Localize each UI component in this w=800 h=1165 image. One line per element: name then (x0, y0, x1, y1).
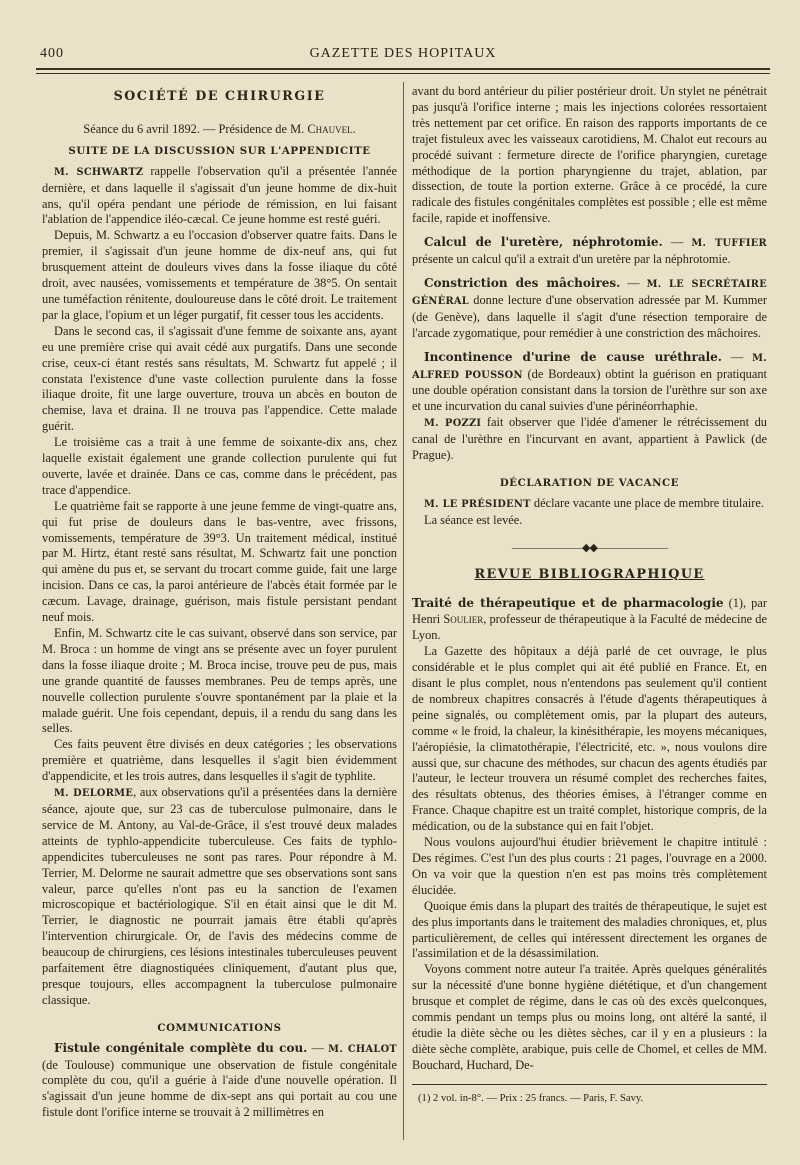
paragraph: Quoique émis dans la plupart des traités de thérapeutique, le sujet est des plus importants dans le traitement des maladies chroniques, et, plus particulièrement, de celles qui intéressent directement les organes de l'assimilation et de la désassimilation. (412, 898, 767, 961)
subtitle-vacance: DÉCLARATION DE VACANCE (499, 476, 680, 489)
speaker-name: M. LE SECRÉTAIRE GÉNÉRAL (412, 278, 767, 307)
speaker-name: M. POZZI (424, 418, 482, 430)
communication-title: Incontinence d'urine de cause uréthrale. (424, 349, 722, 364)
paragraph: Ces faits peuvent être divisés en deux catégories ; les observations première et quatrième, dans lesquelles il s'agit bien évidemment d'appendicite, et les trois autres, dans lesquelles il s'agit de typhlite. (42, 737, 397, 784)
column-divider (403, 82, 404, 1140)
seance-text: Séance du 6 avril 1892. — Présidence de M. (83, 121, 308, 136)
paragraph (42, 164, 397, 229)
book-title: Traité de thérapeutique et de pharmacologie (412, 596, 724, 611)
paragraph-text: présente un calcul qu'il a extrait d'un uretère par la néphrotomie. (412, 252, 731, 267)
header-rule-thin (36, 73, 770, 74)
dash: — (722, 349, 753, 364)
revue-title: REVUE BIBLIOGRAPHIQUE (474, 566, 705, 582)
paragraph: Le quatrième fait se rapporte à une jeune femme de vingt-quatre ans, qui fut prise de douleurs dans le bas-ventre, avec frissons, vomissements, température de 39°3. Un traitement médical, institué par M. Hirtz, étant resté sans résultat, M. Schwartz fait une ponction qui amène du pus et, se servant du trocart comme guide, fait une large incision. Dans ce cas, la paroi antérieure de l'abcès était formée par le cæcum. Lavage, drainage, guérison, mais fistule persistant pendant neuf mois. (42, 498, 397, 625)
subtitle-discussion: SUITE DE LA DISCUSSION SUR L'APPENDICITE (68, 144, 371, 157)
left-column (42, 84, 397, 1121)
header-rule-thick (36, 68, 770, 70)
paragraph: Depuis, M. Schwartz a eu l'occasion d'observer quatre faits. Dans le premier, il s'agissait d'un jeune homme de dix-neuf ans, qui fut brusquement atteint de douleurs vives dans la fosse iliaque du côté droit, avec nausées, vomissements et température de 38°5. On sentait une tuméfaction rénitente, douloureuse dans le côté droit. Le traitement par la glace, l'opium et un léger purgatif, fit cesser tous les accidents. (42, 228, 397, 322)
society-title: SOCIÉTÉ DE CHIRURGIE (113, 88, 326, 103)
dash: — (307, 1040, 329, 1055)
paragraph (412, 235, 767, 268)
dash: — (662, 235, 692, 250)
section-ornament: ———————◆◆——————— (512, 541, 667, 554)
president-name: Chauvel (307, 121, 353, 136)
paragraph-text: (de Bordeaux) obtint la guérison en pratiquant une double opération consistant dans la torsion de l'urèthre sur son axe et une incurvation du canal suivies d'une périnéorrhaphie. (412, 366, 767, 414)
seance-line (42, 122, 397, 138)
subtitle-communications: COMMUNICATIONS (157, 1021, 282, 1034)
paragraph: Nous voulons aujourd'hui étudier brièvement le chapitre intitulé : Des régimes. C'est l'un des plus courts : 21 pages, l'ouvrage en a 2000. On va voir que la question n'en est pas moins très complètement élucidée. (412, 835, 767, 897)
communication-title: Calcul de l'uretère, néphrotomie. (424, 235, 663, 250)
page-header (36, 44, 770, 64)
page-number: 400 (40, 46, 64, 61)
seance-end: . (352, 121, 356, 136)
paragraph-text: donne lecture d'une observation adressée par M. Kummer (de Genève), dans laquelle il s'agit d'une résection temporaire de l'arcade zygomatique, pour remédier à une constriction des mâchoires. (412, 292, 767, 340)
paragraph (412, 415, 767, 464)
communication-title: Constriction des mâchoires. (424, 275, 621, 290)
speaker-name: M. SCHWARTZ (54, 166, 144, 178)
running-title: GAZETTE DES HOPITAUX (309, 46, 497, 61)
paragraph: Le troisième cas a trait à une femme de soixante-dix ans, chez laquelle existait également une grande collection purulente qui fut ouverte, lavée et drainée. Dans ce cas, comme dans le précédent, pas trace d'appendice. (42, 435, 397, 497)
footnote-rule (412, 1084, 767, 1085)
author-name: Soulier (443, 612, 484, 627)
communication-title: Fistule congénitale complète du cou. (54, 1040, 308, 1055)
paragraph-text: , professeur de thérapeutique à la Faculté de médecine de Lyon. (412, 612, 767, 643)
paragraph-text: déclare vacante une place de membre titulaire. (530, 495, 765, 510)
paragraph-text: fait observer que l'idée d'amener le rétrécissement du canal de l'urèthre en l'incurvant en avant, appartient à Pawlick (de Prague). (412, 415, 767, 463)
paragraph: Dans le second cas, il s'agissait d'une femme de soixante ans, ayant eu une première crise qui avait cédé aux purgatifs. Dans une seconde crise, ceux-ci étant restés sans résultats, M. Schwartz fut appelé ; il constata l'existence d'une vaste collection purulente dans la fosse iliaque droite, fit une large ouverture, trouva un abcès en bouton de chemise, lava et draina. Il ne trouva pas l'appendice. Cette malade guérit. (42, 323, 397, 434)
paragraph-text: (1), par Henri (412, 596, 767, 627)
paragraph: La Gazette des hôpitaux a déjà parlé de cet ouvrage, le plus considérable et le plus complet qui ait été publié en France. Et, en disant le plus complet, nous n'entendons pas seulement qu'il contient de nombreux chapitres consacrés à l'étude d'agents thérapeutiques à peine signalés, ou complètement omis, par la plupart des auteurs, comme « le froid, la chaleur, la kinésithérapie, les moyens mécaniques, l'aéropiésie, la climatothérapie, l'électricité, etc. », nous voulons dire aussi que, sur chacune des méthodes, sur chacun des agents étudiés par l'auteur, le lecteur trouvera un résumé complet des recherches faites, des résultats obtenus, des théories émises, à l'étranger comme en France. Chaque chapitre est un traité complet, historique compris, de la médication, ou de la substance qui en fait l'objet. (412, 644, 767, 834)
paragraph: Enfin, M. Schwartz cite le cas suivant, observé dans son service, par M. Broca : un homme de vingt ans se présente avec un foyer purulent dans la fosse iliaque droite ; M. Broca incise, trouve peu de pus, mais une grande quantité de fausses membranes. Peu de temps après, une nouvelle collection purulente s'ouvre spontanément par la plaie et la malade guérit. Une fois cependant, depuis, il a rendu du sang dans les selles. (42, 626, 397, 736)
paragraph (42, 785, 397, 1009)
paragraph: Voyons comment notre auteur l'a traitée. Après quelques généralités sur la nécessité d'une bonne hygiène diététique, et d'un changement brusque et complet de régime, dans le cas où des excès quelconques, commis pendant un temps plus ou moins long, ont altéré la santé, il étudie la diète sèche ou les diètes sèches, car il y en a plusieurs : la diète sèche complète, arabique, puis celle de Chomel, et celles de MM. Bouchard, Huchard, De- (412, 962, 767, 1072)
paragraph (412, 276, 767, 342)
paragraph: avant du bord antérieur du pilier postérieur droit. Un stylet ne pénétrait pas jusqu'à l'orifice interne ; mais les injections colorées ressortaient très nettement par cet orifice. En raison des rapports importants de ce trajet fistuleux avec les vaisseaux carotidiens, M. Chalot eut recours au procédé suivant : fermeture directe de l'orifice pharyngien, curetage méthodique de la portion pharyngienne du trajet, ablation, par dissection, de toute la portion externe. Grâce à ce procédé, la cure radicale des fistules congénitales complètes est possible ; elle est même facile, rapide et inoffensive. (412, 84, 767, 226)
paragraph (412, 496, 767, 513)
speaker-name: M. CHALOT (328, 1043, 398, 1055)
right-column (412, 84, 767, 1107)
speaker-name: M. DELORME (54, 788, 134, 800)
paragraph: La séance est levée. (424, 512, 523, 527)
paragraph (42, 1041, 397, 1122)
dash: — (620, 275, 647, 290)
speaker-name: M. LE PRÉSIDENT (424, 498, 531, 510)
paragraph (412, 596, 767, 644)
paragraph (412, 350, 767, 416)
paragraph-text: , aux observations qu'il a présentées dans la dernière séance, ajoute que, sur 23 cas de tuberculose pulmonaire, dans le service de M. Antony, au Val-de-Grâce, il s'est trouvé deux malades atteints de typhlo-appendicite tuberculeuse. Ces faits de typhlo-appendicites tuberculeuses ne sont pas rares. Pour répondre à M. Terrier, M. Delorme ne saurait admettre que ses observations sont sans valeur, parce qu'elles n'ont pas eu la sanction de l'examen microscopique et bactériologique. S'il en était ainsi que le dit M. Terrier, le diagnostic ne pourrait jamais être établi qu'après l'intervention chirurgicale. Or, de l'avis des médecins comme de beaucoup de chirurgiens, ces lésions intestinales tuberculeuses peuvent parfaitement être diagnostiquées cliniquement, d'autant plus que, presque toujours, elles accompagnent la tuberculose pulmonaire classique. (42, 785, 397, 1007)
footnote: (1) 2 vol. in-8°. — Prix : 25 francs. — Paris, F. Savy. (418, 1092, 644, 1104)
speaker-name: M. TUFFIER (691, 238, 767, 250)
paragraph-text: rappelle l'observation qu'il a présentée l'année dernière, et dans laquelle il s'agissait d'un jeune homme de dix-huit ans, qu'il opéra pendant une période de rémission, en lui faisant l'ablation de l'appendice iléo-cæcal. Ce jeune homme est resté guéri. (42, 163, 398, 227)
paragraph-text: (de Toulouse) communique une observation de fistule congénitale complète du cou, qu'il a guérie à l'aide d'une nouvelle opération. Il s'agissait d'un jeune homme de dix-sept ans qui portait au cou une fistule dont l'orifice interne se trouvait à 2 millimètres en (42, 1057, 397, 1120)
speaker-name: M. ALFRED POUSSON (412, 352, 767, 381)
